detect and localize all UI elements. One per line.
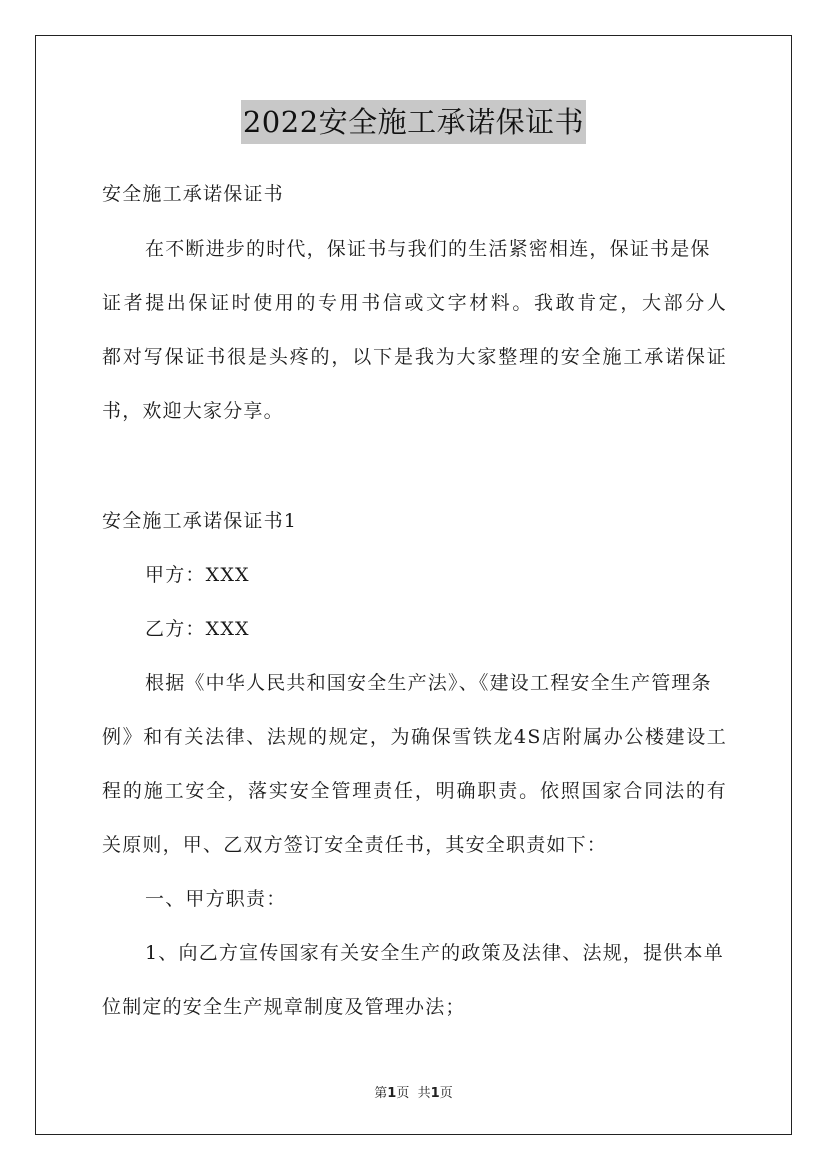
page-label-mid: 页 bbox=[396, 1086, 410, 1101]
clause-heading: 一、甲方职责： bbox=[145, 888, 287, 910]
page-footer bbox=[0, 1082, 827, 1101]
page-number: 1 bbox=[387, 1086, 397, 1101]
total-pages: 1 bbox=[430, 1086, 440, 1101]
paragraph-line: 都对写保证书很是头疼的，以下是我为大家整理的安全施工承诺保证 bbox=[102, 346, 727, 368]
paragraph-line: 书，欢迎大家分享。 bbox=[102, 400, 284, 422]
paragraph-line: 根据《中华人民共和国安全生产法》、《建设工程安全生产管理条 bbox=[145, 672, 712, 694]
paragraph-line: 证者提出保证时使用的专用书信或文字材料。我敢肯定，大部分人 bbox=[102, 292, 727, 314]
paragraph-line: 在不断进步的时代，保证书与我们的生活紧密相连，保证书是保 bbox=[145, 238, 711, 260]
document-title: 2022安全施工承诺保证书 bbox=[241, 100, 586, 144]
paragraph-line: 例》和有关法律、法规的规定，为确保雪铁龙4S店附属办公楼建设工 bbox=[102, 726, 727, 748]
paragraph-line: 关原则，甲、乙双方签订安全责任书，其安全职责如下： bbox=[102, 834, 608, 856]
total-label-prefix: 共 bbox=[417, 1086, 431, 1101]
section-heading: 安全施工承诺保证书1 bbox=[102, 510, 298, 532]
title-container bbox=[0, 100, 827, 144]
paragraph-line: 位制定的安全生产规章制度及管理办法； bbox=[102, 996, 466, 1018]
party-a-line: 甲方：XXX bbox=[145, 564, 250, 586]
page-label-prefix: 第 bbox=[374, 1086, 388, 1101]
paragraph-line: 程的施工安全，落实安全管理责任，明确职责。依照国家合同法的有 bbox=[102, 780, 727, 802]
document-subtitle: 安全施工承诺保证书 bbox=[102, 183, 284, 205]
total-label-suffix: 页 bbox=[439, 1086, 453, 1101]
paragraph-line: 1、向乙方宣传国家有关安全生产的政策及法律、法规，提供本单 bbox=[145, 942, 724, 964]
party-b-line: 乙方：XXX bbox=[145, 618, 250, 640]
